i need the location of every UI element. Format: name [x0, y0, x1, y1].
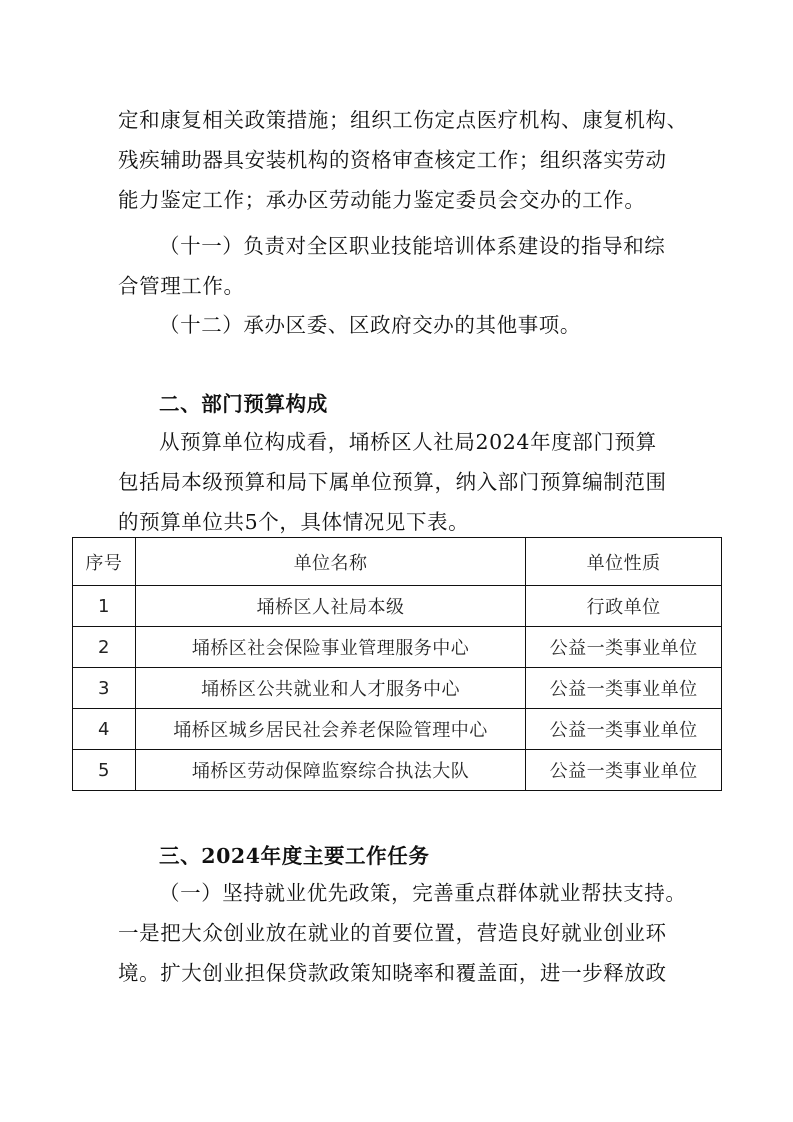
cell-unit-type: 公益一类事业单位 — [526, 627, 722, 668]
intro-paragraph — [118, 100, 688, 220]
table-row — [73, 709, 722, 750]
cell-unit-name: 埇桥区社会保险事业管理服务中心 — [135, 627, 525, 668]
header-index: 序号 — [73, 538, 136, 586]
table-row — [73, 668, 722, 709]
cell-index: 5 — [73, 750, 136, 791]
table-row — [73, 750, 722, 791]
table-row — [73, 627, 722, 668]
header-unit-type: 单位性质 — [526, 538, 722, 586]
cell-unit-type: 公益一类事业单位 — [526, 750, 722, 791]
section-3-paragraph — [118, 873, 687, 993]
cell-unit-name: 埇桥区人社局本级 — [135, 586, 525, 627]
table-row — [73, 586, 722, 627]
cell-index: 4 — [73, 709, 136, 750]
cell-index: 2 — [73, 627, 136, 668]
text-line: 从预算单位构成看，埇桥区人社局2024年度部门预算 — [159, 430, 657, 454]
cell-unit-name: 埇桥区城乡居民社会养老保险管理中心 — [135, 709, 525, 750]
cell-unit-type: 行政单位 — [526, 586, 722, 627]
text-line: （十二）承办区委、区政府交办的其他事项。 — [159, 313, 581, 337]
section-2-heading: 二、部门预算构成 — [159, 392, 328, 416]
text-line: 境。扩大创业担保贷款政策知晓率和覆盖面，进一步释放政 — [118, 961, 667, 985]
cell-unit-type: 公益一类事业单位 — [526, 709, 722, 750]
text-line: 能力鉴定工作；承办区劳动能力鉴定委员会交办的工作。 — [118, 188, 646, 212]
item-11-paragraph — [118, 226, 678, 306]
cell-index: 3 — [73, 668, 136, 709]
cell-index: 1 — [73, 586, 136, 627]
text-line: 的预算单位共5个，具体情况见下表。 — [118, 510, 470, 534]
header-unit-name: 单位名称 — [135, 538, 525, 586]
section-2-paragraph — [118, 422, 678, 542]
budget-units-table — [72, 537, 722, 791]
text-line: 定和康复相关政策措施；组织工伤定点医疗机构、康复机构、 — [118, 108, 688, 132]
text-line: （十一）负责对全区职业技能培训体系建设的指导和综 — [159, 234, 666, 258]
text-line: 残疾辅助器具安装机构的资格审查核定工作；组织落实劳动 — [118, 148, 667, 172]
cell-unit-name: 埇桥区公共就业和人才服务中心 — [135, 668, 525, 709]
section-3-heading: 三、2024年度主要工作任务 — [159, 844, 430, 868]
table-header-row — [73, 538, 722, 586]
text-line: 一是把大众创业放在就业的首要位置，营造良好就业创业环 — [118, 921, 667, 945]
text-line: 合管理工作。 — [118, 274, 245, 298]
text-line: 包括局本级预算和局下属单位预算，纳入部门预算编制范围 — [118, 470, 667, 494]
text-line: （一）坚持就业优先政策，完善重点群体就业帮扶支持。 — [159, 881, 687, 905]
cell-unit-name: 埇桥区劳动保障监察综合执法大队 — [135, 750, 525, 791]
item-12-paragraph — [118, 305, 678, 345]
cell-unit-type: 公益一类事业单位 — [526, 668, 722, 709]
